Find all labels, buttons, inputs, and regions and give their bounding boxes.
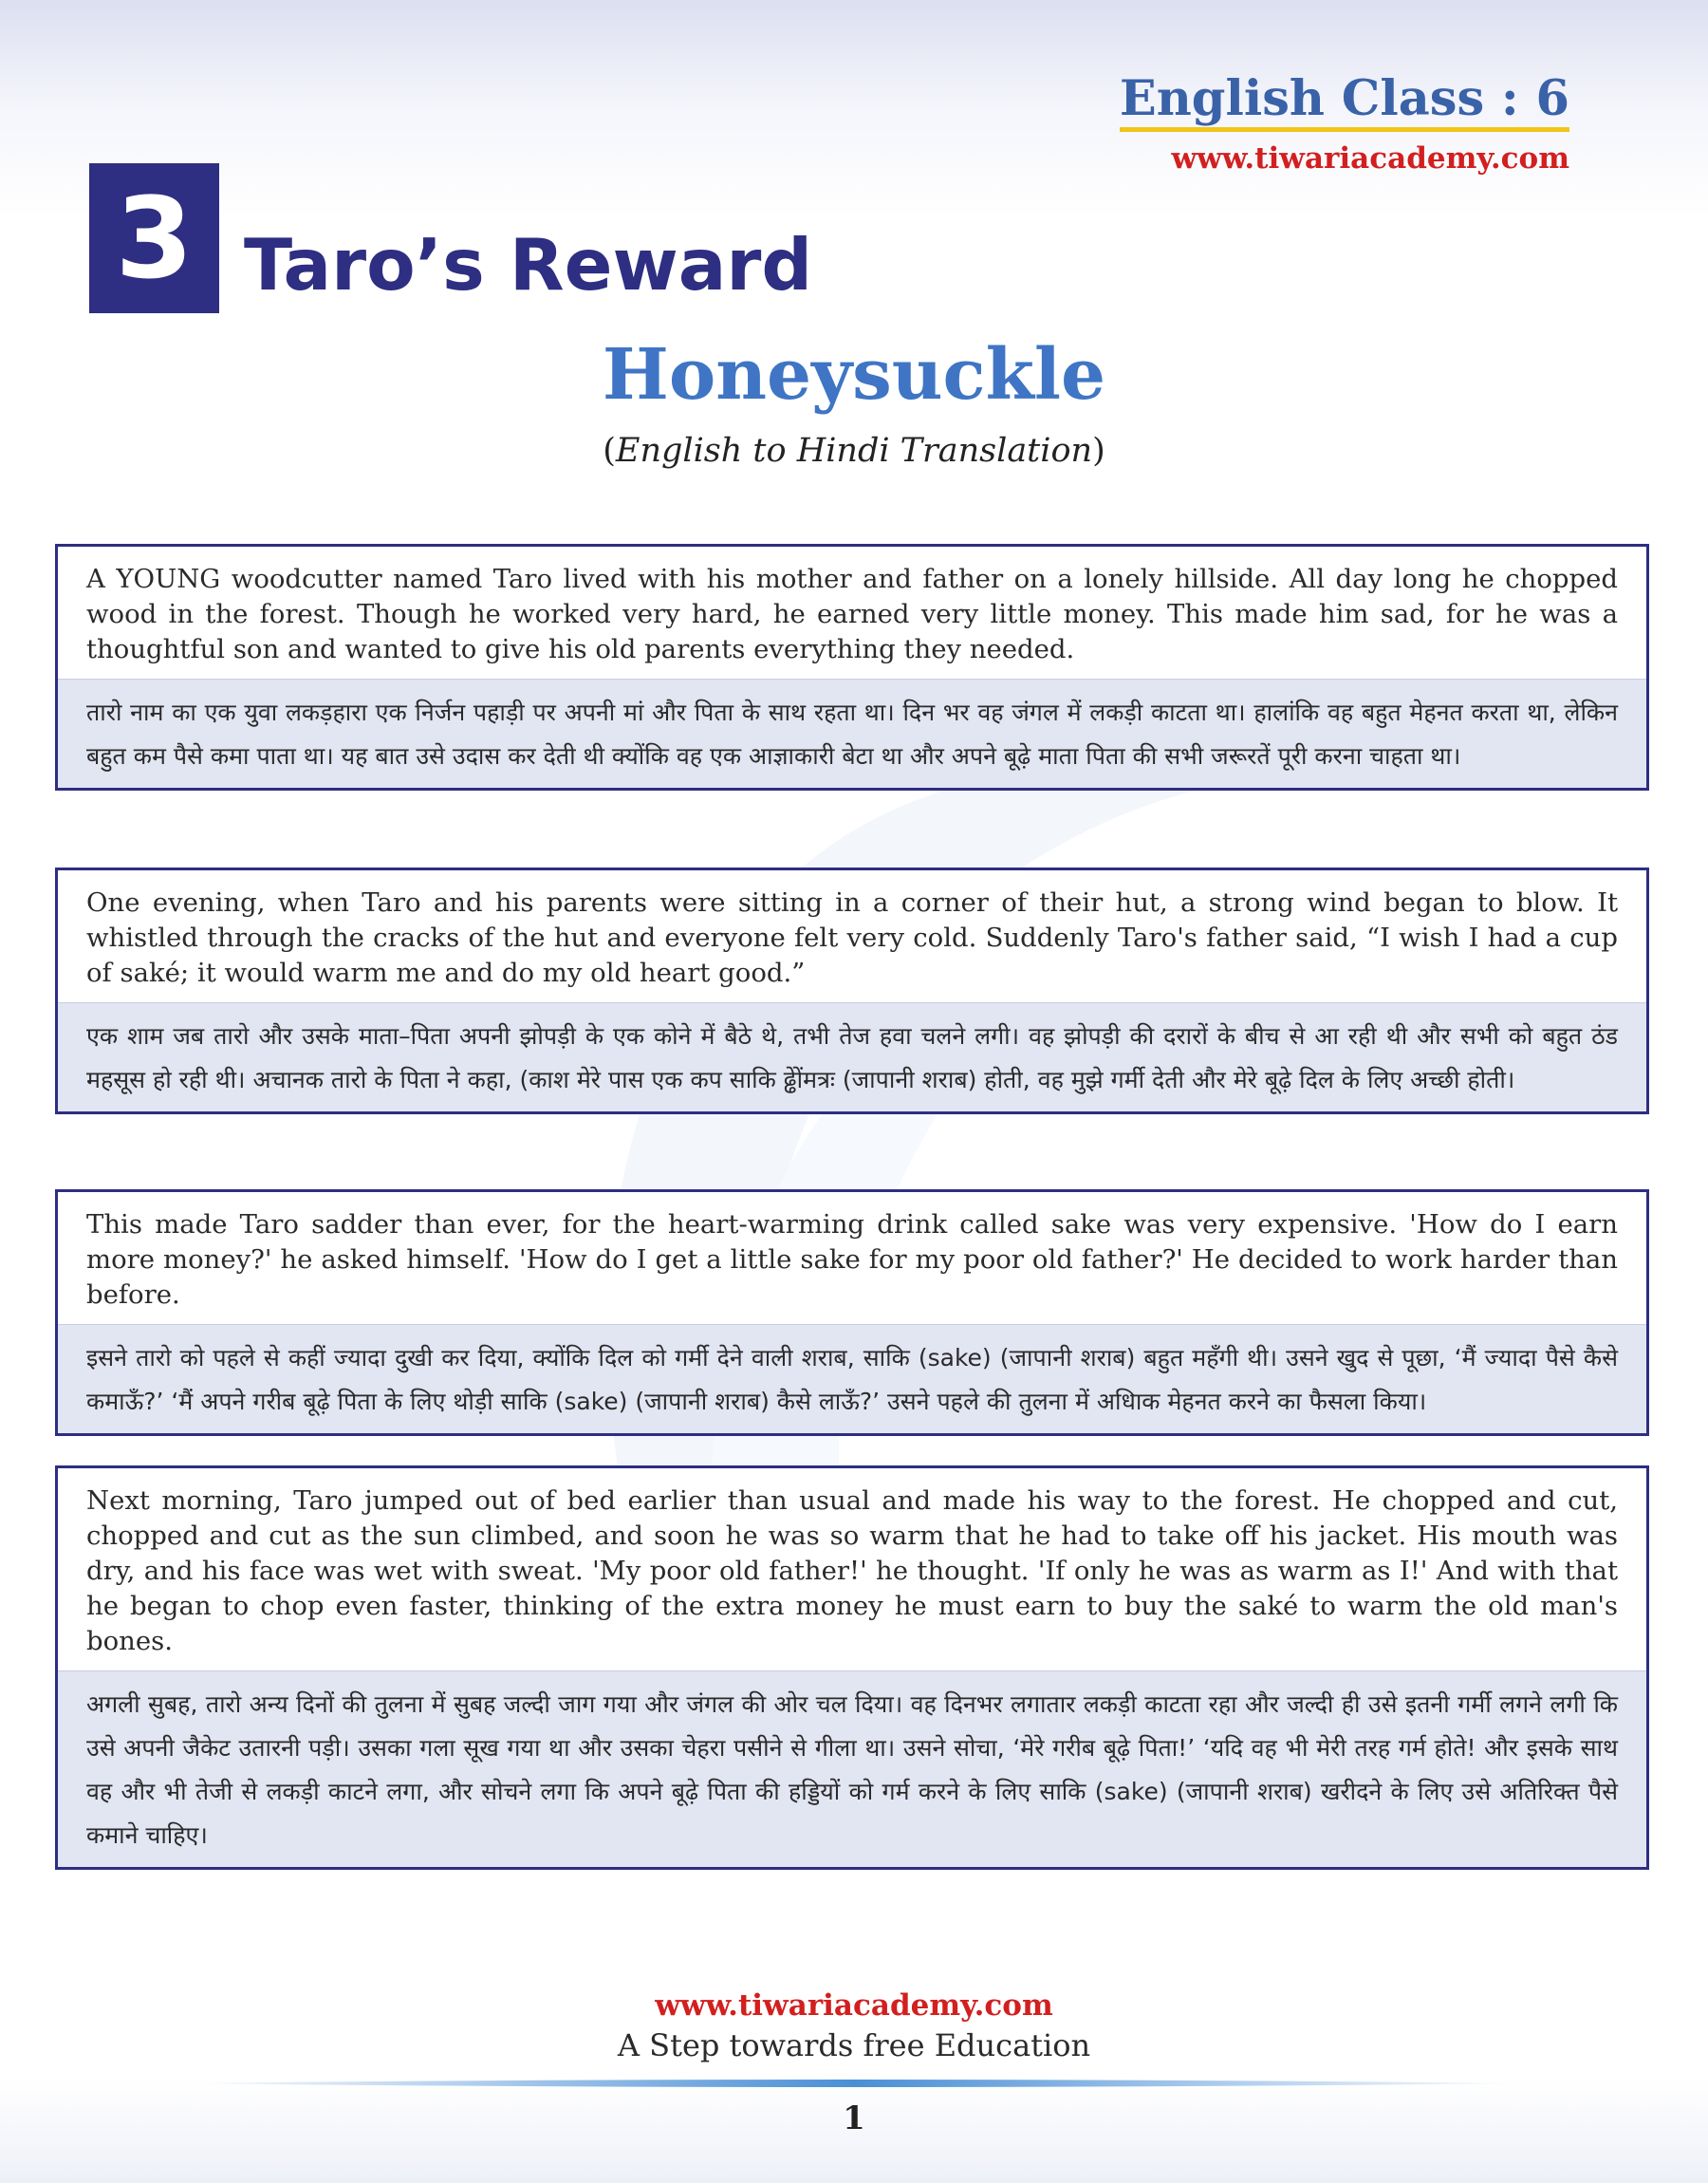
hindi-translation: तारो नाम का एक युवा लकड़हारा एक निर्जन पहाड़ी पर अपनी मां और पिता के साथ रहता था। दिन भर वह जंगल में लकड़ी काटता था। हालांकि वह बहुत मेहनत करता था, लेकिन बहुत कम पैसे कमा पाता था। यह बात उसे उदास कर देती थी क्योंकि वह एक आज्ञाकारी बेटा था और अपने बूढ़े माता पिता की सभी जरूरतें पूरी करना चाहता था। [58,679,1646,788]
chapter-title: Taro’s Reward [244,223,813,307]
english-paragraph: Next morning, Taro jumped out of bed earlier than usual and made his way to the forest. He chopped and cut, chopped and cut as the sun climbed, and soon he was so warm that he had to take off his jacket. His mouth was dry, and his face was wet with sweat. 'My poor old father!' he thought. 'If only he was as warm as I!' And with that he began to chop even faster, thinking of the extra money he must earn to buy the saké to warm the old man's bones. [86,1485,1618,1656]
hindi-translation: अगली सुबह, तारो अन्य दिनों की तुलना में सुबह जल्दी जाग गया और जंगल की ओर चल दिया। वह दिनभर लगातार लकड़ी काटता रहा और जल्दी ही उसे इतनी गर्मी लगने लगी कि उसे अपनी जैकेट उतारनी पड़ी। उसका गला सूख गया था और उसका चेहरा पसीने से गीला था। उसने सोचा, ‘मेरे गरीब बूढ़े पिता!’ ‘यदि वह भी मेरी तरह गर्म होते! और इसके साथ वह और भी तेजी से लकड़ी काटने लगा, और सोचने लगा कि अपने बूढ़े पिता की हड्डियों को गर्म करने के लिए साकि (sake) (जापानी शराब) खरीदने के लिए उसे अतिरिक्त पैसे कमाने चाहिए। [58,1670,1646,1867]
subtitle-open-paren: ( [603,432,616,470]
footer-site-url[interactable]: www.tiwariacademy.com [655,1988,1053,2023]
footer-divider [180,2079,1528,2088]
page-number: 1 [843,2099,865,2137]
footer-tagline: A Step towards free Education [617,2027,1091,2063]
passage-box-2 [55,868,1649,1114]
passage-box-1 [55,544,1649,791]
english-paragraph: A YOUNG woodcutter named Taro lived with his mother and father on a lonely hillside. All day long he chopped wood in the forest. Though he worked very hard, he earned very little money. This made him sad, for he was a thoughtful son and wanted to give his old parents everything they needed. [86,564,1618,664]
passage-box-4 [55,1465,1649,1870]
class-title: English Class : 6 [1120,72,1569,132]
header-site-url[interactable]: www.tiwariacademy.com [1171,141,1569,177]
english-paragraph: This made Taro sadder than ever, for the heart-warming drink called sake was very expensive. 'How do I earn more money?' he asked himself. 'How do I get a little sake for my poor old father?' He decided to work harder than before. [86,1209,1618,1310]
chapter-number-badge: 3 [89,163,219,313]
english-paragraph: One evening, when Taro and his parents were sitting in a corner of their hut, a strong wind began to blow. It whistled through the cracks of the hut and everyone felt very cold. Suddenly Taro's father said, “I wish I had a cup of saké; it would warm me and do my old heart good.” [86,887,1618,988]
subtitle-close-paren: ) [1092,432,1105,470]
book-title: Honeysuckle [602,334,1106,416]
header-branding [1120,72,1569,176]
hindi-translation: इसने तारो को पहले से कहीं ज्यादा दुखी कर दिया, क्योंकि दिल को गर्मी देने वाली शराब, साकि (sake) (जापानी शराब) बहुत महँगी थी। उसने खुद से पूछा, ‘मैं ज्यादा पैसे कैसे कमाऊँ?’ ‘मैं अपने गरीब बूढ़े पिता के लिए थोड़ी साकि (sake) (जापानी शराब) कैसे लाऊँ?’ उसने पहले की तुलना में अधिाक मेहनत करने का फैसला किया। [58,1324,1646,1433]
passage-box-3 [55,1189,1649,1436]
hindi-translation: एक शाम जब तारो और उसके माता–पिता अपनी झोपड़ी के एक कोने में बैठे थे, तभी तेज हवा चलने लगी। वह झोपड़ी की दरारों के बीच से आ रही थी और सभी को बहुत ठंड महसूस हो रही थी। अचानक तारो के पिता ने कहा, (काश मेरे पास एक कप साकि ढ्ढेोंमत्रः (जापानी शराब) होती, वह मुझे गर्मी देती और मेरे बूढ़े दिल के लिए अच्छी होती। [58,1002,1646,1111]
subtitle-text: English to Hindi Translation [615,432,1093,470]
subtitle [0,432,1708,470]
